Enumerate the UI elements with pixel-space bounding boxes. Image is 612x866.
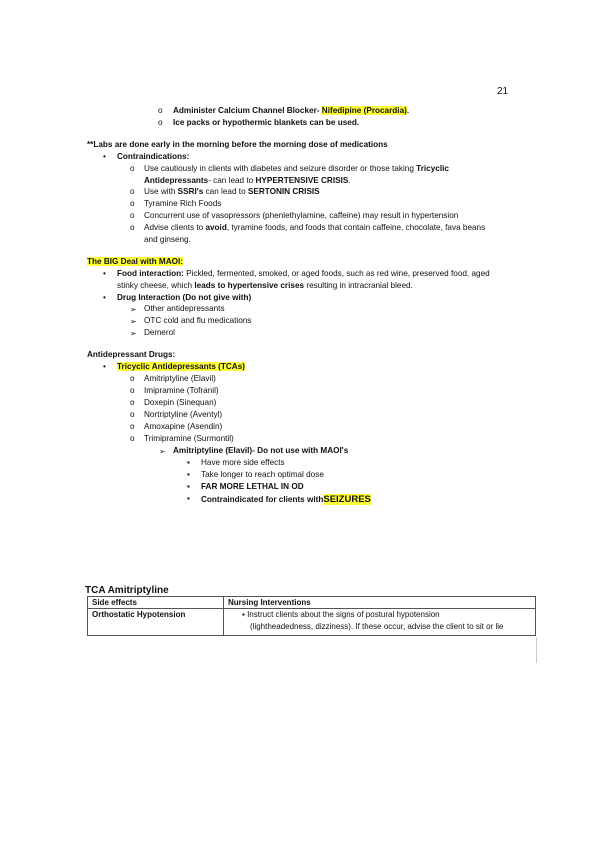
drug-item: Trimipramine (Surmontil): [144, 434, 234, 443]
bullet-icon: •: [103, 362, 106, 371]
table-row: [88, 609, 536, 636]
circle-bullet-icon: o: [130, 398, 135, 407]
circle-bullet-icon: o: [158, 106, 163, 115]
list-item: Advise clients to avoid, tyramine foods, and foods that contain caffeine, chocolate, fava beans: [144, 223, 486, 232]
circle-bullet-icon: o: [130, 434, 135, 443]
table-title: TCA Amitriptyline: [85, 585, 169, 596]
square-bullet-icon: ▪: [187, 470, 190, 479]
arrow-bullet-icon: ➢: [130, 305, 137, 314]
sub-item: FAR MORE LETHAL IN OD: [201, 482, 304, 491]
drug-item: Amitriptyline (Elavil): [144, 374, 216, 383]
divider: [536, 637, 537, 663]
list-item: Demerol: [144, 328, 175, 337]
bullet-icon: •: [103, 293, 106, 302]
square-bullet-icon: ▪: [242, 610, 248, 619]
antidepressant-heading: Antidepressant Drugs:: [87, 350, 176, 359]
tca-table: [87, 596, 536, 636]
drug-item: Amoxapine (Asendin): [144, 422, 223, 431]
square-bullet-icon: ▪: [187, 482, 190, 491]
list-item-ice-packs: Ice packs or hypothermic blankets can be used.: [173, 118, 360, 127]
sub-item-seizures: Contraindicated for clients withSEIZURES: [201, 494, 371, 505]
circle-bullet-icon: o: [130, 187, 135, 196]
table-header-cell: Nursing Interventions: [224, 597, 536, 609]
labs-note: **Labs are done early in the morning before the morning dose of medications: [87, 140, 388, 149]
list-item-continuation: Antidepressants- can lead to HYPERTENSIVE CRISIS.: [144, 176, 351, 185]
list-item: Other antidepressants: [144, 304, 225, 313]
table-header-cell: Side effects: [88, 597, 224, 609]
list-item: OTC cold and flu medications: [144, 316, 252, 325]
sub-item: Take longer to reach optimal dose: [201, 470, 324, 479]
tca-label: Tricyclic Antidepressants (TCAs): [117, 362, 246, 371]
drug-item: Imipramine (Tofranil): [144, 386, 219, 395]
circle-bullet-icon: o: [130, 386, 135, 395]
circle-bullet-icon: o: [130, 223, 135, 232]
big-deal-heading: The BIG Deal with MAOI:: [87, 257, 183, 266]
list-item: Use cautiously in clients with diabetes and seizure disorder or those taking Tricyclic: [144, 164, 449, 173]
drug-item: Doxepin (Sinequan): [144, 398, 217, 407]
sub-item: Have more side effects: [201, 458, 285, 467]
table-header-row: [88, 597, 536, 609]
amitriptyline-note: Amitriptyline (Elavil)- Do not use with MAOI's: [173, 446, 349, 455]
square-bullet-icon: ▪: [187, 458, 190, 467]
circle-bullet-icon: o: [130, 199, 135, 208]
list-item: Use with SSRI's can lead to SERTONIN CRISIS: [144, 187, 320, 196]
bullet-icon: •: [103, 152, 106, 161]
square-bullet-icon: ▪: [187, 494, 190, 503]
list-item: Concurrent use of vasopressors (phenlethylamine, caffeine) may result in hypertension: [144, 211, 459, 220]
drug-item: Nortriptyline (Aventyl): [144, 410, 223, 419]
arrow-bullet-icon: ➢: [130, 329, 137, 338]
circle-bullet-icon: o: [158, 118, 163, 127]
circle-bullet-icon: o: [130, 374, 135, 383]
contraindications-heading: Contraindications:: [117, 152, 190, 161]
circle-bullet-icon: o: [130, 410, 135, 419]
intervention-line-continuation: (lightheadedness, dizziness). If these occur, advise the client to sit or lie: [250, 622, 504, 631]
page-number: 21: [497, 86, 509, 97]
list-item-calcium-blocker: Administer Calcium Channel Blocker- Nifedipine (Procardia).: [173, 106, 410, 115]
table-cell-side-effect: Orthostatic Hypotension: [88, 609, 224, 636]
arrow-bullet-icon: ➢: [159, 447, 166, 456]
circle-bullet-icon: o: [130, 211, 135, 220]
arrow-bullet-icon: ➢: [130, 317, 137, 326]
table-cell-intervention: [224, 609, 536, 636]
intervention-line: ▪ Instruct clients about the signs of postural hypotension: [242, 610, 440, 619]
food-interaction-continuation: stinky cheese, which leads to hypertensive crises resulting in intracranial bleed.: [117, 281, 413, 290]
drug-interaction-heading: Drug Interaction (Do not give with): [117, 293, 252, 302]
food-interaction: Food interaction: Pickled, fermented, smoked, or aged foods, such as red wine, preserved food, aged: [117, 269, 490, 278]
list-item: Tyramine Rich Foods: [144, 199, 222, 208]
list-item-continuation: and ginseng.: [144, 235, 191, 244]
circle-bullet-icon: o: [130, 164, 135, 173]
circle-bullet-icon: o: [130, 422, 135, 431]
bullet-icon: •: [103, 269, 106, 278]
